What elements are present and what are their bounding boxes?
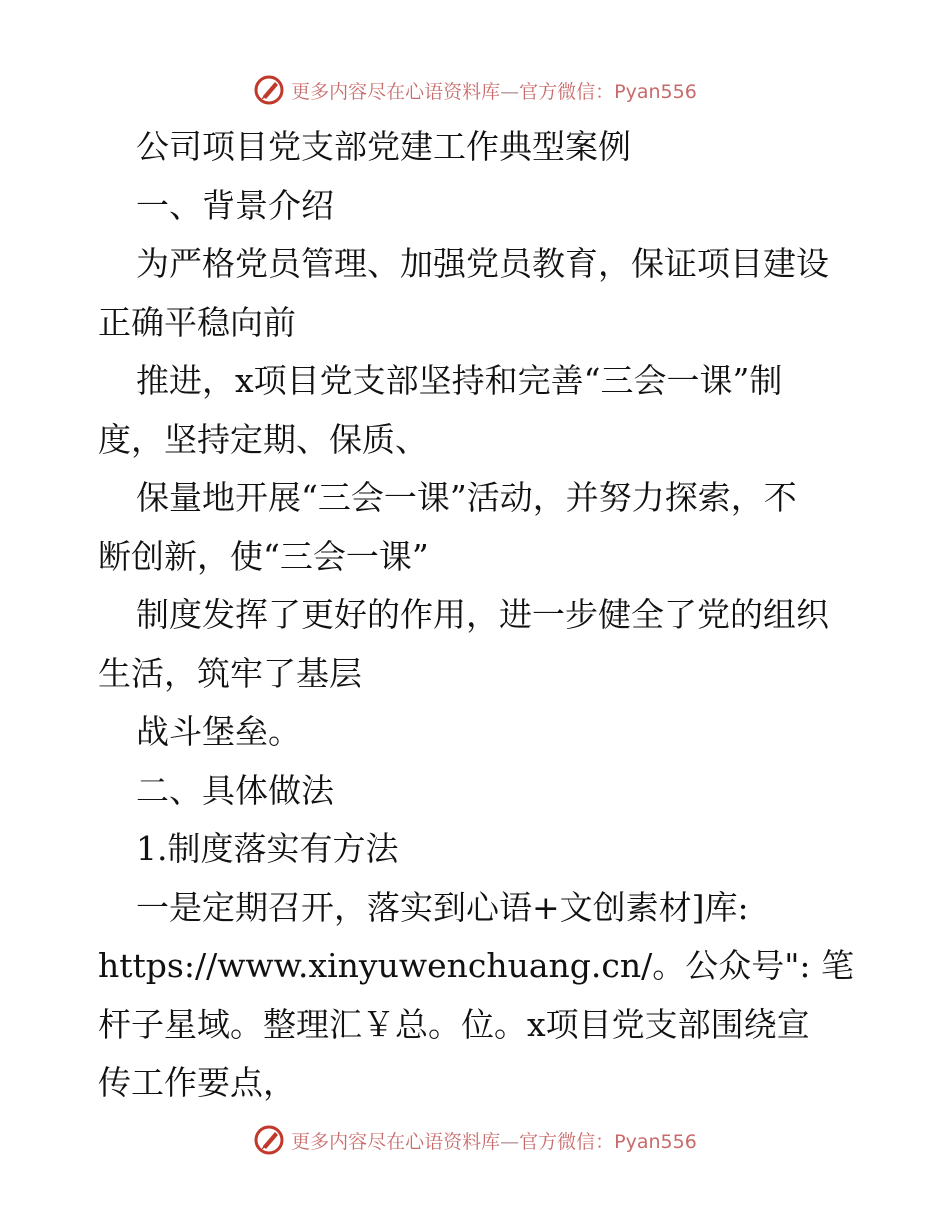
text-line: 为严格党员管理、加强党员教育，保证项目建设 [136, 244, 829, 283]
text-line: 制度发挥了更好的作用，进一步健全了党的组织 [136, 595, 829, 634]
watermark-contact: 官方微信：Pyan556 [519, 1130, 697, 1153]
pen-logo-icon [253, 1124, 285, 1156]
text-line: https://www.xinyuwenchuang.cn/。公众号": 笔 [98, 946, 855, 985]
document-body [98, 118, 858, 1113]
pen-logo-icon [253, 74, 285, 106]
text-line: 一、背景介绍 [136, 185, 334, 225]
text-line: 生活，筑牢了基层 [98, 653, 362, 693]
text-line: 断创新，使“三会一课” [98, 536, 429, 576]
text-line: 度，坚持定期、保质、 [98, 419, 428, 459]
text-line: 公司项目党支部党建工作典型案例 [136, 127, 631, 166]
text-line: 战斗堡垒。 [136, 712, 301, 751]
text-line: 一是定期召开，落实到心语+文创素材]库: [136, 887, 749, 927]
text-line: 传工作要点， [98, 1063, 296, 1102]
watermark-footer [0, 1120, 950, 1160]
watermark-main: 更多内容尽在心语资料库 [291, 1130, 501, 1153]
text-line: 推进，x项目党支部坚持和完善“三会一课”制 [136, 361, 783, 400]
watermark-separator: — [500, 80, 520, 103]
text-line: 杆子星域。整理汇￥总。位。x项目党支部围绕宣 [98, 1004, 810, 1044]
watermark-text [291, 77, 697, 104]
watermark-text [291, 1127, 697, 1154]
text-line: 保量地开展“三会一课”活动，并努力探索，不 [136, 478, 797, 517]
watermark-contact: 官方微信：Pyan556 [519, 80, 697, 103]
watermark-separator: — [500, 1130, 520, 1153]
watermark-header [0, 70, 950, 110]
watermark-main: 更多内容尽在心语资料库 [291, 80, 501, 103]
text-line: 1.制度落实有方法 [136, 829, 399, 868]
text-line: 正确平稳向前 [98, 302, 296, 342]
text-line: 二、具体做法 [136, 770, 334, 810]
